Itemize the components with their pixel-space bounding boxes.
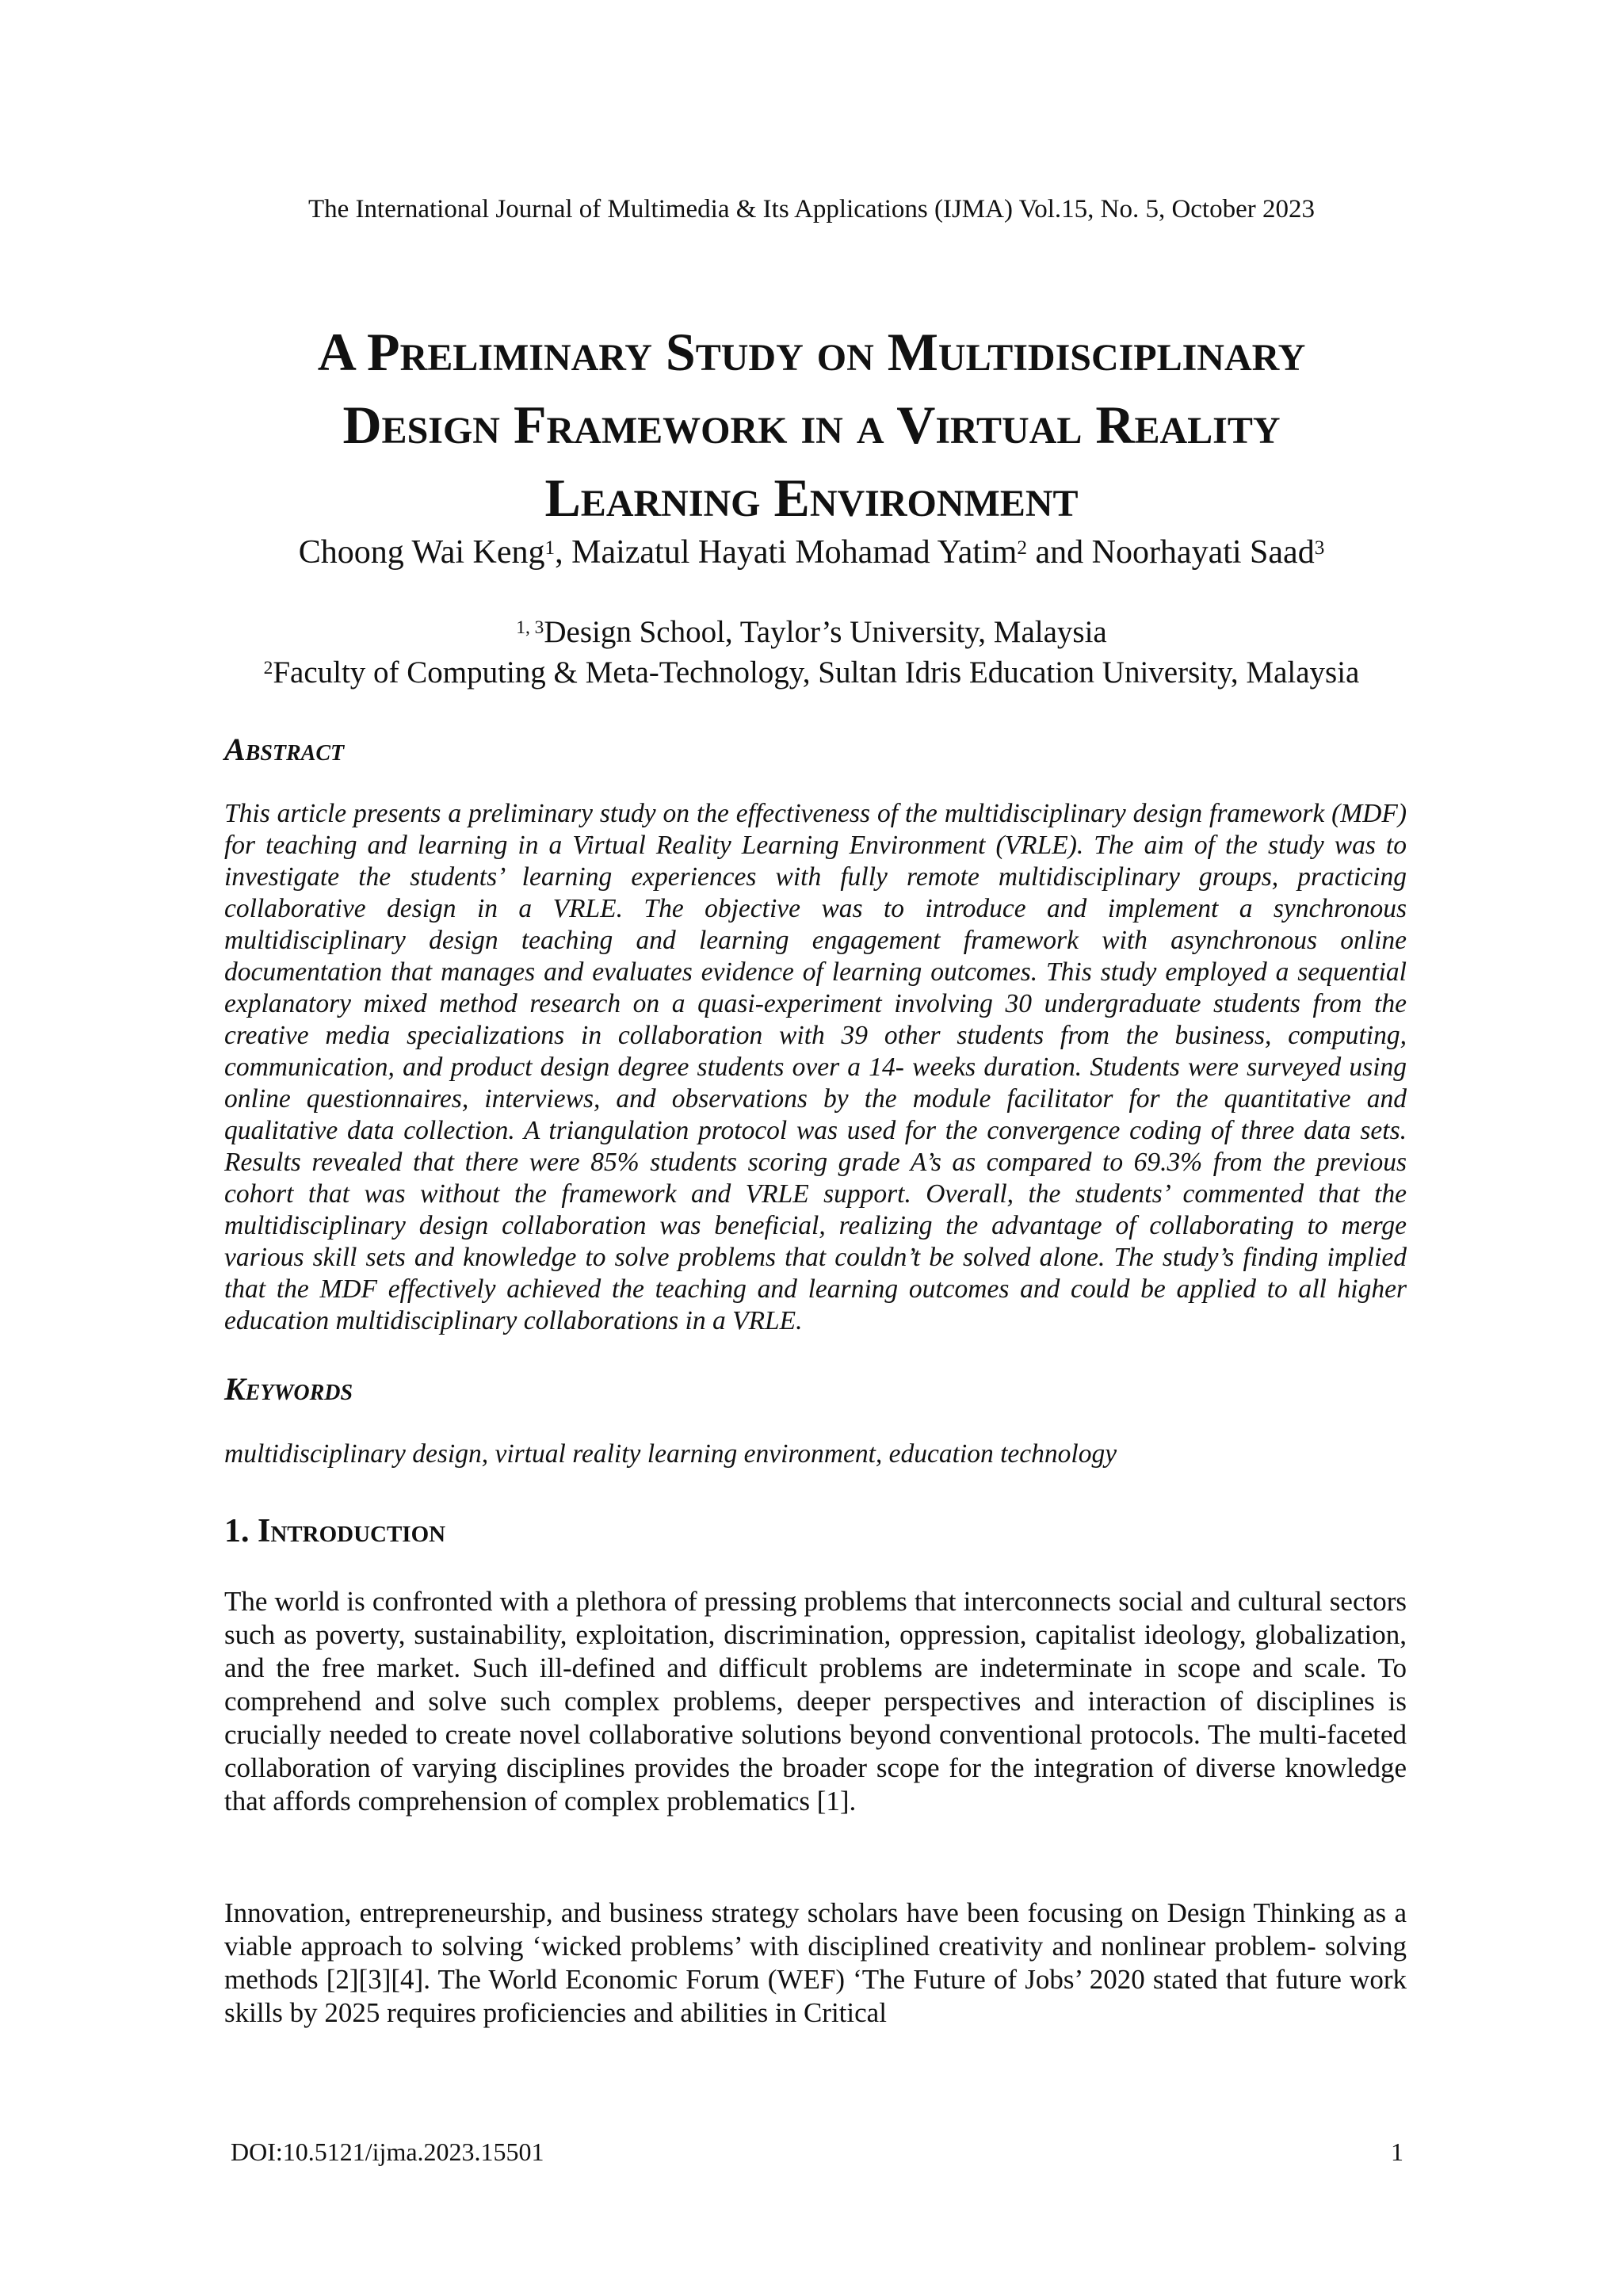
author-list — [0, 533, 1623, 571]
introduction-heading: 1. Introduction — [224, 1513, 446, 1549]
title-line: Learning Environment — [544, 468, 1079, 528]
author-affiliation-mark: 3 — [1314, 537, 1325, 559]
page-number: 1 — [1391, 2137, 1403, 2166]
affiliation-text: Faculty of Computing & Meta-Technology, Sultan Idris Education University, Malaysia — [273, 655, 1360, 690]
author-name: Maizatul Hayati Mohamad Yatim — [571, 534, 1018, 571]
journal-header: The International Journal of Multimedia & Its Applications (IJMA) Vol.15, No. 5, October 2023 — [307, 195, 1315, 223]
author-name: Noorhayati Saad — [1091, 534, 1315, 571]
title-line: A Preliminary Study on Multidisciplinary — [317, 322, 1306, 382]
keywords-heading: Keywords — [224, 1371, 353, 1407]
affiliation-mark: 2 — [263, 658, 273, 679]
author-name: Choong Wai Keng — [298, 534, 545, 571]
author-separator: and — [1026, 534, 1092, 571]
author-affiliation-mark: 2 — [1017, 537, 1027, 559]
author-affiliation-mark: 1 — [544, 537, 556, 559]
author-separator: , — [555, 534, 572, 571]
keywords-text: multidisciplinary design, virtual reality learning environment, education technology — [224, 1439, 1117, 1469]
introduction-paragraph: Innovation, entrepreneurship, and business strategy scholars have been focusing on Design Thinking as a viable approach to solving ‘wicked problems’ with disciplined creativity and nonlinear problem- solving methods [2][3][4]. The World Economic Forum (WEF) ‘The Future of Jobs’ 2020 stated that future work skills by 2025 requires proficiencies and abilities in Critical — [224, 1897, 1407, 2028]
doi-footer: DOI:10.5121/ijma.2023.15501 — [231, 2137, 544, 2166]
paper-title — [119, 315, 1504, 534]
affiliation-text: Design School, Taylor’s University, Malaysia — [544, 615, 1107, 649]
abstract-text: This article presents a preliminary study on the effectiveness of the multidisciplinary design framework (MDF) for teaching and learning in a Virtual Reality Learning Environment (VRLE). The aim of the study was to investigate the students’ learning experiences with fully remote multidisciplinary groups, practicing collaborative design in a VRLE. The objective was to introduce and implement a synchronous multidisciplinary design teaching and learning engagement framework with asynchronous online documentation that manages and evaluates evidence of learning outcomes. This study employed a sequential explanatory mixed method research on a quasi-experiment involving 30 undergraduate students from the creative media specializations in collaboration with 39 other students from the business, computing, communication, and product design degree students over a 14- weeks duration. Students were surveyed using online questionnaires, interviews, and observations by the module facilitator for the quantitative and qualitative data collection. A triangulation protocol was used for the convergence coding of three data sets. Results revealed that there were 85% students scoring grade A’s as compared to 69.3% from the previous cohort that was without the framework and VRLE support. Overall, the students’ commented that the multidisciplinary design collaboration was beneficial, realizing the advantage of collaborating to merge various skill sets and knowledge to solve problems that couldn’t be solved alone. The study’s finding implied that the MDF effectively achieved the teaching and learning outcomes and could be applied to all higher education multidisciplinary collaborations in a VRLE. — [224, 799, 1407, 1335]
affiliation-mark: 1, 3 — [516, 617, 544, 639]
affiliation-line — [0, 614, 1623, 650]
abstract-heading: Abstract — [224, 732, 345, 767]
introduction-paragraph: The world is confronted with a plethora of pressing problems that interconnects social and cultural sectors such as poverty, sustainability, exploitation, discrimination, oppression, capitalist ideology, globalization, and the free market. Such ill-defined and difficult problems are indeterminate in scope and scale. To comprehend and solve such complex problems, deeper perspectives and interaction of disciplines is crucially needed to create novel collaborative solutions beyond conventional protocols. The multi-faceted collaboration of varying disciplines provides the broader scope for the integration of diverse knowledge that affords comprehension of complex problematics [1]. — [224, 1586, 1407, 1817]
title-line: Design Framework in a Virtual Reality — [342, 395, 1281, 455]
affiliation-line — [0, 655, 1623, 690]
